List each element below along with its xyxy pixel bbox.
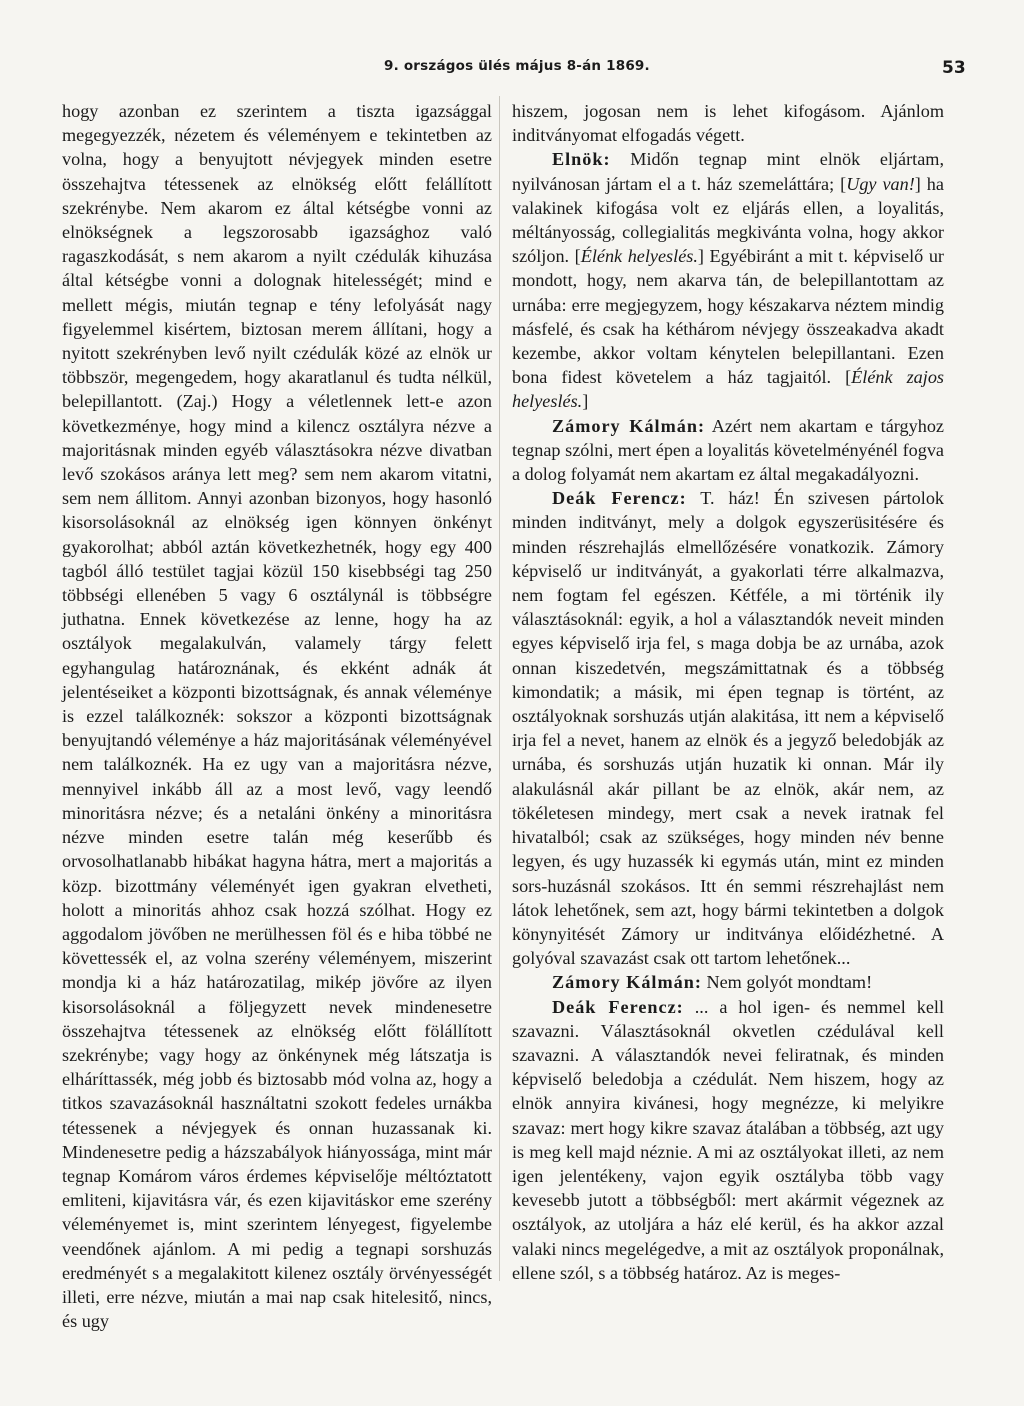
speaker-name: Zámory Kálmán:: [552, 415, 706, 436]
speaker-name: Deák Ferencz:: [552, 488, 687, 509]
speech-text: ] ha valakinek kifogása volt ez eljárás ellen, a loyalitás, méltányosság, collegialitás megkivánta volna, hogy akkor szóljon. [: [512, 173, 944, 267]
paragraph-zamory-1: [512, 414, 944, 487]
paragraph-1: hiszem, jogosan nem is lehet kifogásom. Ajánlom inditványomat elfogadás végett.: [512, 101, 944, 146]
speech-text: ]: [582, 391, 589, 412]
paragraph-deak-2: [512, 995, 944, 1285]
speech-text: T. ház! Én szivesen pártolok minden inditványt, mely a dolgok egyszerüsitésére és minden részrehajlás elmellőzésére vonatkozik. Zámory képviselő ur inditványát, a gyakorlati térre alkalmazva, nem fogtam fel egészen. Kétféle, a mi történik ily választásoknál: egyik, a hol a választandók neveit minden egyes képviselő irja fel, s maga dobja be az urnába, azok onnan kiszedetvén, megszámittatnak és a többség kimondatik; a másik, mi épen tegnap is történt, az osztályoknak sorshuzás utján alakitása, itt nem a képviselő irja fel a nevet, hanem az elnök és a jegyző beledobják az urnába, és sorshuzás utján huzatik ki onnan. Már ily alakulásnál akár pillant be az elnök, akár nem, az tökéletesen mindegy, mert csak a nevek iratnak fel hivatalból; csak az szükséges, hogy minden név benne legyen, és ugy huzassék ki egymás után, mint ez minden sors-huzásnál szokásos. Itt én semmi részrehajlást nem látok lehetőnek, sem azt, hogy bármi tekintetben a dolgok könynyitését Zámory ur inditványa előidézhetné. A golyóval szavazást csak ott tartom lehetőnek...: [512, 488, 945, 969]
speech-text: ] Egyébiránt a mit t. képviselő ur mondott, hogy, nem akarva tán, de belepillantottam az urnába: erre megjegyzem, hogy készakarva néztem mindig másfelé, és csak ha kéthárom névjegy összeakadva akadt kezembe, akkor voltam kénytelen belepillantani. Ezen bona fidest követelem a ház tagjaitól. [: [512, 246, 944, 388]
reaction: Ugy van!: [846, 173, 915, 194]
left-column-text: hogy azonban ez szerintem a tiszta igazsággal megegyezzék, nézetem és véleményem e tekintetben az volna, hogy a benyujtott névjegyek minden esetre összehajtva tétessenek az elnökség előtt felállított szekrénybe. Nem akarom ez által kétségbe vonni az elnökségnek a legszorosabb igazsághoz való ragaszkodását, s nem akarom a nyilt czédulák kihuzása által kétségbe vonni a dolognak hitelességét; mind e mellett mégis, miután tegnap e tény lefolyását nagy figyelemmel kisértem, biztosan merem állítani, hogy a nyitott szekrényben levő nyilt czédulák közé az elnök ur többször, megengedem, hogy akaratlanul és tudta nélkül, belepillantott. (Zaj.) Hogy a véletlennek lett-e azon következménye, hogy mind a kilencz osztályra nézve a majoritásnak minden egyéb választásokra nézve divatban levő szokásos aránya lett meg? sem nem akarom vitatni, sem nem állitom. Annyi azonban bizonyos, hogy hasonló kisorsolásoknál az elnökség igen könnyen önkényt gyakorolhat; abból aztán következhetnék, hogy egy 400 tagból álló testület tagjai közül 150 kisebbségi tag 250 többségi ellenében 5 vagy 6 osztálynál is többségre juthatna. Ennek következése az lenne, hogy ha az osztályok megalakulván, valamely tárgy felett egyhangulag határoznának, és ekként adnák át jelentéseiket a központi bizottságnak, és annak véleménye is ezzel találkoznék: sokszor a központi bizottságnak benyujtandó véleménye a ház majoritásának véleményével nem találkoznék. Ha ez ugy van a majoritásra nézve, mennyivel inkább áll az a most levő, vagy leendő minoritásra nézve; és a netaláni önkény a minoritásra nézve minden esetre talán még keserűbb és orvosolhatlanabb hibákat hagyna hátra, mert a majoritás a közp. bizottmány véleményét igen gyakran elvetheti, holott a minoritás ahhoz csak hozzá szólhat. Hogy ez aggodalom jövőben ne merülhessen föl és e hiba többé ne követtessék el, az volna szerény véleményem, miszerint mondja ki a ház határozatilag, mikép jövőre az ilyen kisorsolásoknál a följegyzett nevek mindenesetre összehajtva tétessenek az elnökség előtt fölállított szekrénybe; vagy hogy az önkénynek még látszatja is elháríttassék, még jobb és biztosabb mód volna az, hogy a titkos szavazásoknál használtatni szokott fedeles urnákba tétessenek a névjegyek és onnan huzassanak ki. Mindenesetre pedig a házszabályok hiányossága, mint már tegnap Komárom város érdemes képviselője méltóztatott emliteni, kijavitásra vár, és ezen kijavitáskor eme szerény véleményemet is, mint szerintem lényegest, figyelembe veendőnek ajánlom. A mi pedig a tegnapi sorshuzás eredményét s a megalakitott kilenez osztály örvényességét illeti, erre nézve, miután a mai nap csak hitelesitő, nincs, és ugy: [62, 101, 492, 1332]
speech-text: Nem golyót mondtam!: [706, 972, 873, 993]
paragraph-deak-1: [512, 486, 944, 970]
left-column: [62, 99, 492, 1333]
paragraph-elnok: [512, 147, 944, 413]
speaker-name: Zámory Kálmán:: [552, 972, 702, 993]
session-heading: 9. országos ülés május 8-án 1869.: [384, 58, 650, 74]
page-header: [0, 58, 1024, 84]
speech-text: ... a hol igen- és nemmel kell szavazni. Választásoknál okvetlen czédulával kell szavazni. A választandók nevei feliratnak, és minden képviselő beledobja a czédulát. Nem hiszem, hogy az elnök annyira kivánesi, hogy megnézze, ki melyikre szavaz: mert hogy kikre szavaz átalában a többség, azt ugy is meg kell majd néznie. A mi az osztályokat illeti, az nem igen jelentékeny, vajon egyik osztályba több vagy kevesebb jutott a többségből: mert akármit végeznek az osztályok, az utoljára a ház elé kerül, és ha akkor azzal valaki nincs megelégedve, a mit az osztályok proponálnak, ellene szól, s a többség határoz. Az is meges-: [512, 996, 945, 1283]
speech-text: Azért nem akartam e tárgyhoz tegnap szólni, mert épen a loyalitás követelményénél fogva a dolog folyamát nem akartam ez által megakadályozni.: [512, 415, 944, 485]
speech-text: Midőn tegnap mint elnök eljártam, nyilvánosan jártam el a t. ház szemeláttára; [: [512, 149, 944, 194]
speaker-name: Deák Ferencz:: [552, 996, 684, 1017]
reaction: Élénk helyeslés.: [580, 246, 698, 267]
right-column: [512, 99, 944, 1285]
speaker-name: Elnök:: [552, 149, 611, 170]
reaction: Élénk zajos helyeslés.: [512, 367, 944, 412]
column-divider: [499, 96, 500, 1281]
page-number: 53: [942, 58, 966, 78]
paragraph-zamory-2: [512, 970, 944, 994]
